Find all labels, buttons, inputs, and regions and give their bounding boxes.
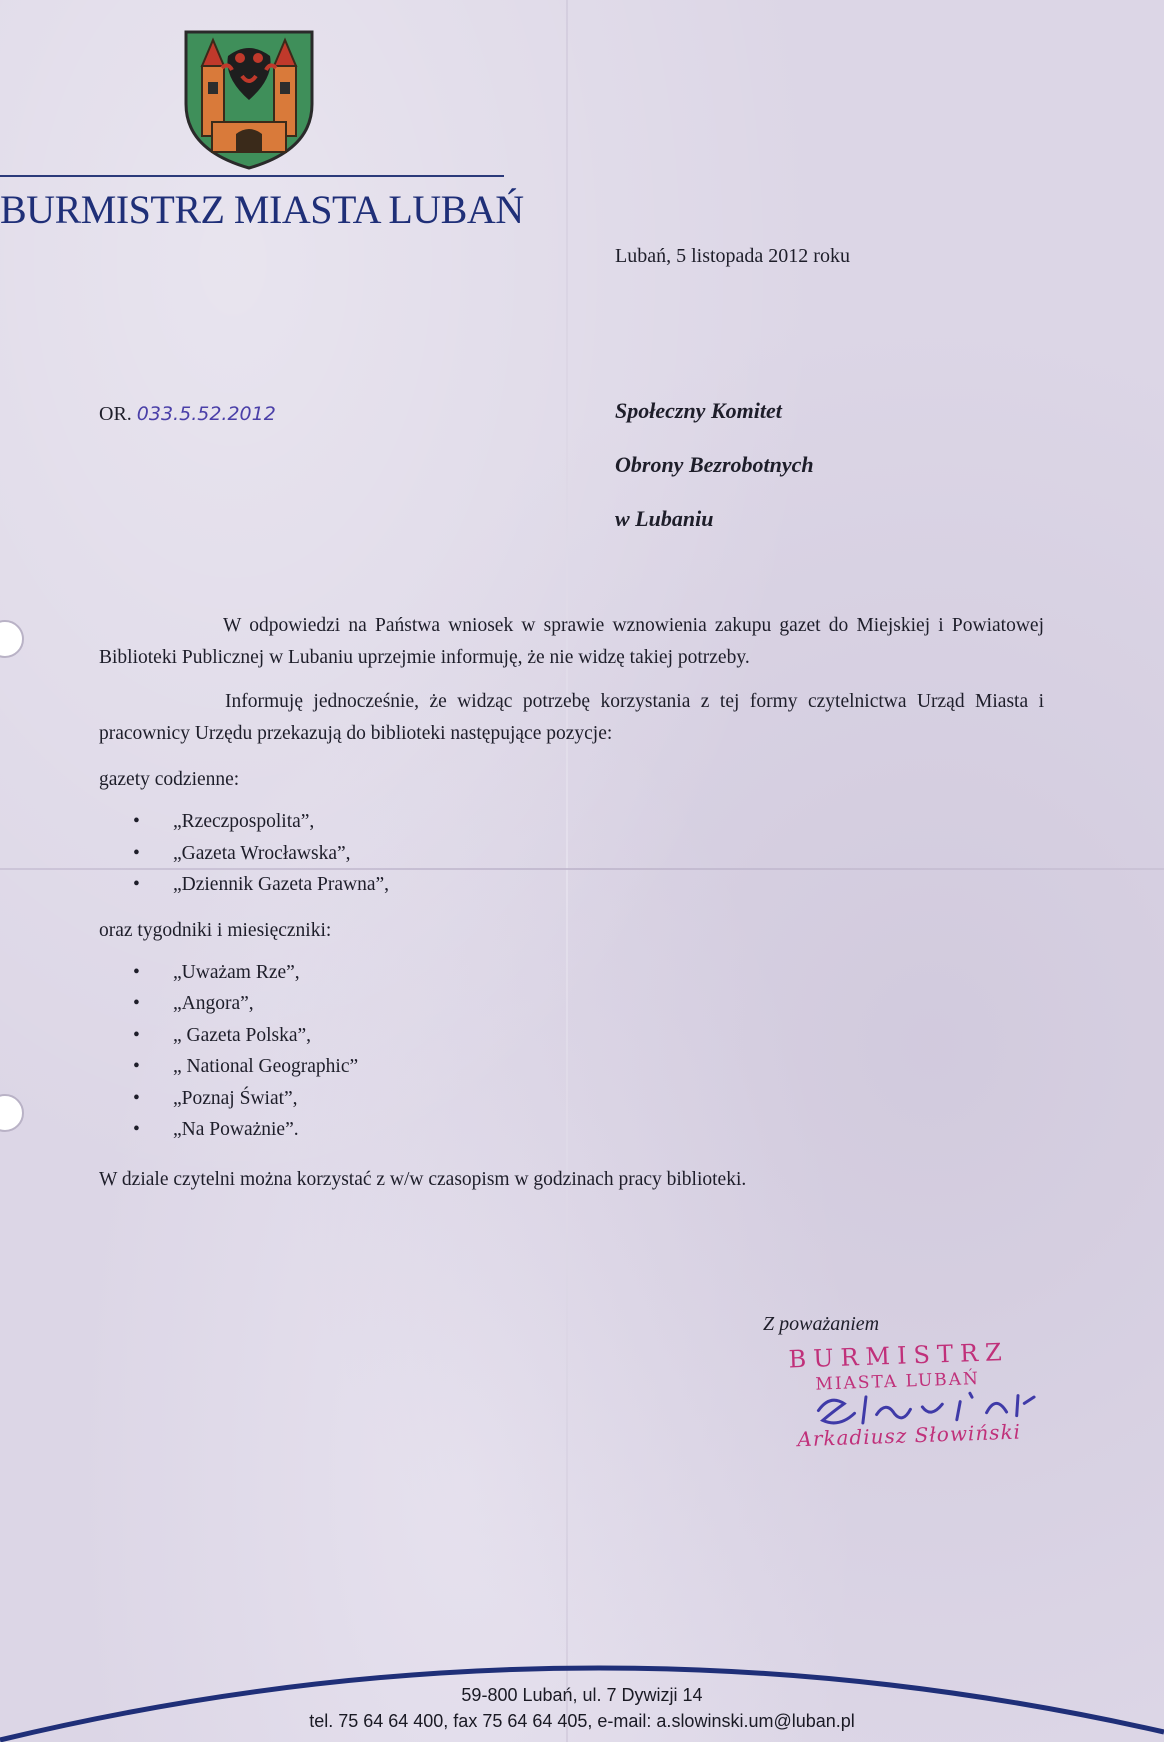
list-item-text: „ National Geographic”	[173, 1056, 359, 1077]
daily-newspapers-label: gazety codzienne:	[99, 769, 240, 790]
weekly-magazines-label: oraz tygodniki i miesięczniki:	[99, 919, 332, 941]
bullet-icon: •	[133, 961, 140, 983]
addressee-line: Społeczny Komitet	[615, 398, 782, 423]
list-item	[133, 1020, 1044, 1052]
footer-address: 59-800 Lubań, ul. 7 Dywizji 14	[461, 1685, 703, 1705]
letterhead-rule	[0, 175, 504, 177]
list-item-text: „Rzeczpospolita”,	[173, 811, 315, 832]
bullet-icon: •	[133, 1024, 140, 1046]
letterhead-footer	[0, 1682, 1164, 1734]
official-stamp	[778, 1332, 1062, 1462]
letter-date: Lubań, 5 listopada 2012 roku	[615, 245, 850, 267]
bullet-icon: •	[133, 1056, 140, 1077]
list-item-text: „Angora”,	[173, 993, 254, 1014]
list-item-text: „Dziennik Gazeta Prawna”,	[173, 874, 390, 895]
addressee-block	[615, 398, 814, 560]
list-item-text: „Poznaj Świat”,	[173, 1087, 298, 1109]
list-item	[133, 1083, 1044, 1115]
bullet-icon: •	[133, 842, 140, 864]
regards-text: Z poważaniem	[763, 1313, 880, 1335]
reference-prefix: OR.	[99, 403, 132, 425]
list-item	[133, 838, 1044, 870]
addressee-line: w Lubaniu	[615, 506, 714, 531]
bullet-icon: •	[133, 1119, 140, 1140]
bullet-icon: •	[133, 874, 140, 895]
bullet-icon: •	[133, 1087, 140, 1109]
closing-sentence: W dziale czytelni można korzystać z w/w czasopism w godzinach pracy biblioteki.	[99, 1168, 747, 1190]
stamp-subtitle: MIASTA LUBAŃ	[815, 1368, 981, 1395]
list-item	[133, 869, 1044, 901]
coat-of-arms-emblem	[182, 26, 316, 170]
daily-newspapers-list	[99, 806, 1044, 901]
list-item-text: „Na Poważnie”.	[173, 1119, 299, 1140]
bullet-icon: •	[133, 811, 140, 832]
stamp-signatory-name: Arkadiusz Słowiński	[796, 1419, 1022, 1452]
letterhead-title: BURMISTRZ MIASTA LUBAŃ	[0, 187, 524, 232]
list-item	[133, 988, 1044, 1020]
reference-number	[99, 403, 276, 426]
list-item	[133, 957, 1044, 989]
stamp-title: BURMISTRZ	[788, 1337, 1010, 1374]
list-item-text: „Uważam Rze”,	[173, 961, 300, 983]
reference-handwritten: 033.5.52.2012	[136, 403, 276, 425]
addressee-line: Obrony Bezrobotnych	[615, 452, 814, 477]
punch-hole-top	[0, 620, 24, 658]
letter-body	[99, 610, 1044, 1215]
list-item	[133, 1114, 1044, 1146]
footer-contact: tel. 75 64 64 400, fax 75 64 64 405, e-mail: a.slowinski.um@luban.pl	[309, 1711, 855, 1731]
list-item	[133, 1051, 1044, 1083]
bullet-icon: •	[133, 993, 140, 1014]
body-paragraph-2: Informuję jednocześnie, że widząc potrzebę korzystania z tej formy czytelnictwa Urząd Miasta i pracownicy Urzędu przekazują do biblioteki następujące pozycje:	[99, 691, 1044, 744]
weekly-magazines-list	[99, 957, 1044, 1146]
body-paragraph-1: W odpowiedzi na Państwa wniosek w sprawie wznowienia zakupu gazet do Miejskiej i Powiatowej Biblioteki Publicznej w Lubaniu uprzejmie informuję, że nie widzę takiej potrzeby.	[99, 615, 1044, 668]
list-item	[133, 806, 1044, 838]
list-item-text: „ Gazeta Polska”,	[173, 1024, 312, 1046]
list-item-text: „Gazeta Wrocławska”,	[173, 842, 351, 864]
punch-hole-bottom	[0, 1094, 24, 1132]
